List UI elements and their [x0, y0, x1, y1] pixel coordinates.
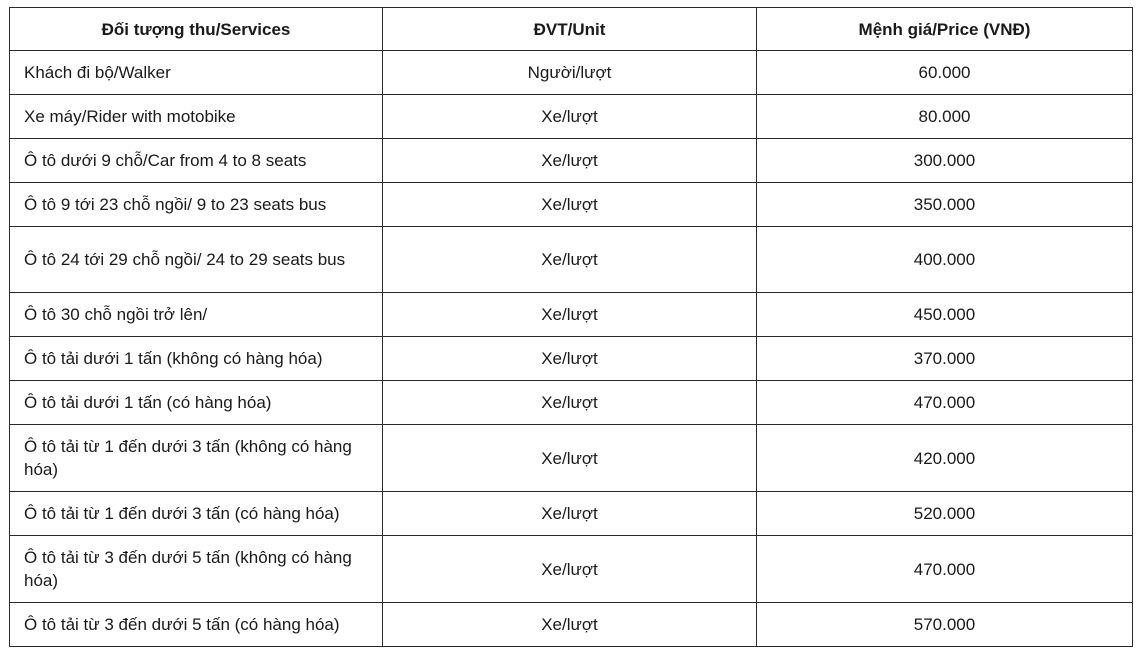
unit-cell: Xe/lượt: [383, 536, 757, 603]
table-header-row: [10, 8, 1133, 51]
service-cell: Khách đi bộ/Walker: [10, 51, 383, 95]
service-cell: Ô tô tải từ 1 đến dưới 3 tấn (không có hàng hóa): [10, 425, 383, 492]
price-cell: 420.000: [757, 425, 1133, 492]
service-cell: Ô tô dưới 9 chỗ/Car from 4 to 8 seats: [10, 139, 383, 183]
unit-cell: Xe/lượt: [383, 293, 757, 337]
price-cell: 80.000: [757, 95, 1133, 139]
table-row: [10, 51, 1133, 95]
price-cell: 470.000: [757, 536, 1133, 603]
price-cell: 570.000: [757, 603, 1133, 647]
service-cell: Ô tô 9 tới 23 chỗ ngồi/ 9 to 23 seats bus: [10, 183, 383, 227]
table-row: [10, 183, 1133, 227]
table-row: [10, 536, 1133, 603]
table-row: [10, 425, 1133, 492]
price-cell: 470.000: [757, 381, 1133, 425]
service-cell: Ô tô tải từ 3 đến dưới 5 tấn (không có hàng hóa): [10, 536, 383, 603]
table-row: [10, 227, 1133, 293]
price-table: [9, 7, 1133, 647]
unit-cell: Xe/lượt: [383, 95, 757, 139]
table-row: [10, 293, 1133, 337]
table-row: [10, 492, 1133, 536]
unit-cell: Xe/lượt: [383, 337, 757, 381]
service-cell: Ô tô 24 tới 29 chỗ ngồi/ 24 to 29 seats bus: [10, 227, 383, 293]
unit-cell: Xe/lượt: [383, 492, 757, 536]
table-row: [10, 139, 1133, 183]
service-cell: Ô tô tải từ 1 đến dưới 3 tấn (có hàng hóa): [10, 492, 383, 536]
unit-cell: Xe/lượt: [383, 227, 757, 293]
service-cell: Ô tô tải dưới 1 tấn (không có hàng hóa): [10, 337, 383, 381]
header-unit: ĐVT/Unit: [383, 8, 757, 51]
unit-cell: Xe/lượt: [383, 425, 757, 492]
table-row: [10, 95, 1133, 139]
unit-cell: Xe/lượt: [383, 183, 757, 227]
price-cell: 300.000: [757, 139, 1133, 183]
price-cell: 350.000: [757, 183, 1133, 227]
table-row: [10, 603, 1133, 647]
service-cell: Xe máy/Rider with motobike: [10, 95, 383, 139]
service-cell: Ô tô 30 chỗ ngồi trở lên/: [10, 293, 383, 337]
table-row: [10, 381, 1133, 425]
header-price: Mệnh giá/Price (VNĐ): [757, 8, 1133, 51]
unit-cell: Người/lượt: [383, 51, 757, 95]
service-cell: Ô tô tải từ 3 đến dưới 5 tấn (có hàng hóa): [10, 603, 383, 647]
price-cell: 450.000: [757, 293, 1133, 337]
unit-cell: Xe/lượt: [383, 381, 757, 425]
price-cell: 520.000: [757, 492, 1133, 536]
service-cell: Ô tô tải dưới 1 tấn (có hàng hóa): [10, 381, 383, 425]
unit-cell: Xe/lượt: [383, 603, 757, 647]
unit-cell: Xe/lượt: [383, 139, 757, 183]
price-cell: 60.000: [757, 51, 1133, 95]
header-service: Đối tượng thu/Services: [10, 8, 383, 51]
price-cell: 370.000: [757, 337, 1133, 381]
price-cell: 400.000: [757, 227, 1133, 293]
table-row: [10, 337, 1133, 381]
